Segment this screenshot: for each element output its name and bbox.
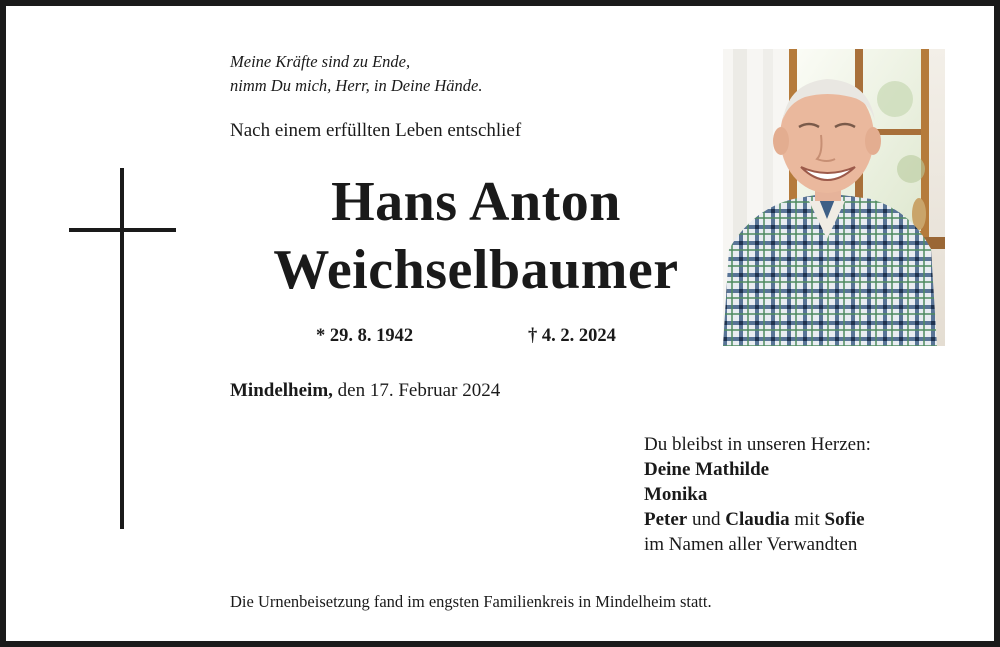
notice-date: den 17. Februar 2024 xyxy=(332,380,501,401)
death-date: † 4. 2. 2024 xyxy=(528,326,616,346)
intro-text: Nach einem erfüllten Leben entschlief xyxy=(230,120,522,141)
mourner-line-4: im Namen aller Verwandten xyxy=(644,534,858,555)
cross-horizontal-bar xyxy=(69,228,176,232)
cross-vertical-bar xyxy=(120,168,124,529)
mourner-peter: Peter xyxy=(644,509,688,530)
mourner-line-2: Monika xyxy=(644,484,708,505)
mourner-line-3 xyxy=(644,507,871,532)
place-and-date xyxy=(230,380,500,402)
mourners-heading: Du bleibst in unseren Herzen: xyxy=(644,434,871,455)
verse-line-1: Meine Kräfte sind zu Ende, xyxy=(230,52,411,71)
burial-note: Die Urnenbeisetzung fand im engsten Familienkreis in Mindelheim statt. xyxy=(230,592,712,611)
mourner-with: mit xyxy=(789,509,825,530)
deceased-surname: Weichselbaumer xyxy=(273,239,679,301)
mourner-sofie: Sofie xyxy=(824,509,865,530)
mourner-claudia: Claudia xyxy=(725,509,790,530)
mourner-line-1: Deine Mathilde xyxy=(644,459,770,480)
mourner-and: und xyxy=(687,509,726,530)
mourners-block xyxy=(644,432,871,557)
portrait-photo xyxy=(723,49,945,346)
verse xyxy=(230,50,483,98)
birth-date: * 29. 8. 1942 xyxy=(316,326,414,346)
place-name: Mindelheim, xyxy=(230,380,333,401)
verse-line-2: nimm Du mich, Herr, in Deine Hände. xyxy=(230,76,483,95)
deceased-first-names: Hans Anton xyxy=(331,171,621,233)
